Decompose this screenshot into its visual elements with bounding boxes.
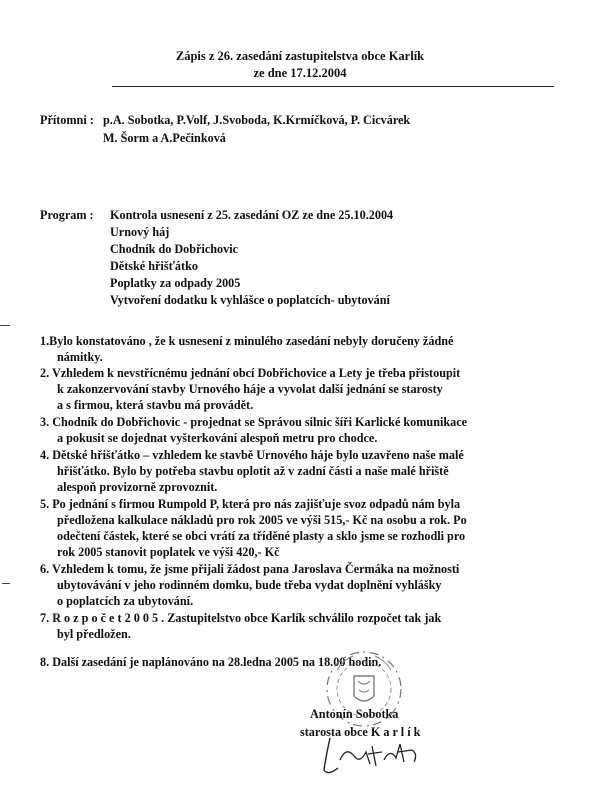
minutes-line: byl předložen. (57, 627, 131, 641)
minutes-line: a pokusit se dojednat vyšterkování alespoň metru pro chodce. (57, 431, 378, 445)
minutes-line: 7. R o z p o č e t 2 0 0 5 . Zastupitelstvo obce Karlík schválilo rozpočet tak jak (40, 611, 442, 625)
attendees-label: Přítomni : (40, 113, 94, 127)
minutes-line: 5. Po jednání s firmou Rumpold P, která pro nás zajišťuje svoz odpadů nám byla (40, 497, 461, 511)
document-title: Zápis z 26. zasedání zastupitelstva obce Karlík (175, 49, 425, 63)
minutes-line: 4. Dětské hřišťátko – vzhledem ke stavbě Urnového háje bylo uzavřeno naše malé (40, 448, 464, 462)
document-date: ze dne 17.12.2004 (253, 66, 347, 80)
minutes-line: odečtení částek, které se obci vrátí za tříděné plasty a sklo jsme se rozhodli pro (57, 529, 466, 543)
program-item: Poplatky za odpady 2005 (110, 276, 241, 290)
next-meeting: 8. Další zasedání je naplánováno na 28.ledna 2005 na 18.00 hodin. (40, 655, 382, 669)
attendees-line: p.A. Sobotka, P.Volf, J.Svoboda, K.Krmíčková, P. Cicvárek (103, 113, 411, 127)
attendees-line: M. Šorm a A.Pečinková (103, 131, 226, 145)
signatory-role: starosta obce K a r l í k (300, 725, 421, 739)
minutes-line: rok 2005 stanovit poplatek ve výši 420,- Kč (57, 545, 280, 559)
minutes-line: ubytovávání v jeho rodinném domku, bude třeba vydat doplnění vyhlášky (57, 578, 442, 592)
minutes-line: 6. Vzhledem k tomu, že jsme přijali žádost pana Jaroslava Čermáka na možnosti (40, 562, 460, 576)
minutes-line: o poplatcích za ubytování. (57, 594, 194, 608)
program-item: Kontrola usnesení z 25. zasedání OZ ze dne 25.10.2004 (110, 208, 394, 222)
minutes-line: 2. Vzhledem k nevstřícnému jednání obcí Dobřichovice a Lety je třeba přistoupit (40, 366, 461, 380)
scan-mark (2, 583, 10, 584)
program-item: Chodník do Dobřichovic (110, 242, 238, 256)
header-rule (112, 86, 554, 87)
program-item: Vytvoření dodatku k vyhlášce o poplatcích- ubytování (110, 293, 390, 307)
program-item: Urnový háj (110, 225, 170, 239)
minutes-line: 1.Bylo konstatováno , že k usnesení z minulého zasedání nebyly doručeny žádné (40, 334, 454, 348)
minutes-line: námitky. (57, 350, 103, 364)
minutes-line: předložena kalkulace nákladů pro rok 2005 ve výši 515,- Kč na osobu a rok. Po (57, 513, 467, 527)
minutes-line: 3. Chodník do Dobřichovic - projednat se Správou silnic šíři Karlické komunikace (40, 415, 468, 429)
signatory-name: Antonín Sobotka (310, 707, 399, 721)
program-item: Dětské hřišťátko (110, 259, 198, 273)
minutes-line: hřišťátko. Bylo by potřeba stavbu oplotit až v zadní části a naše malé hřiště (57, 464, 449, 478)
minutes-line: k zakonzervování stavby Urnového háje a vyvolat další jednání se starosty (57, 382, 443, 396)
minutes-line: alespoň provizorně zprovoznit. (57, 480, 218, 494)
scan-mark (0, 325, 10, 326)
handwritten-signature-icon (320, 730, 440, 780)
minutes-line: a s firmou, která stavbu má provádět. (57, 398, 254, 412)
program-label: Program : (40, 208, 94, 222)
